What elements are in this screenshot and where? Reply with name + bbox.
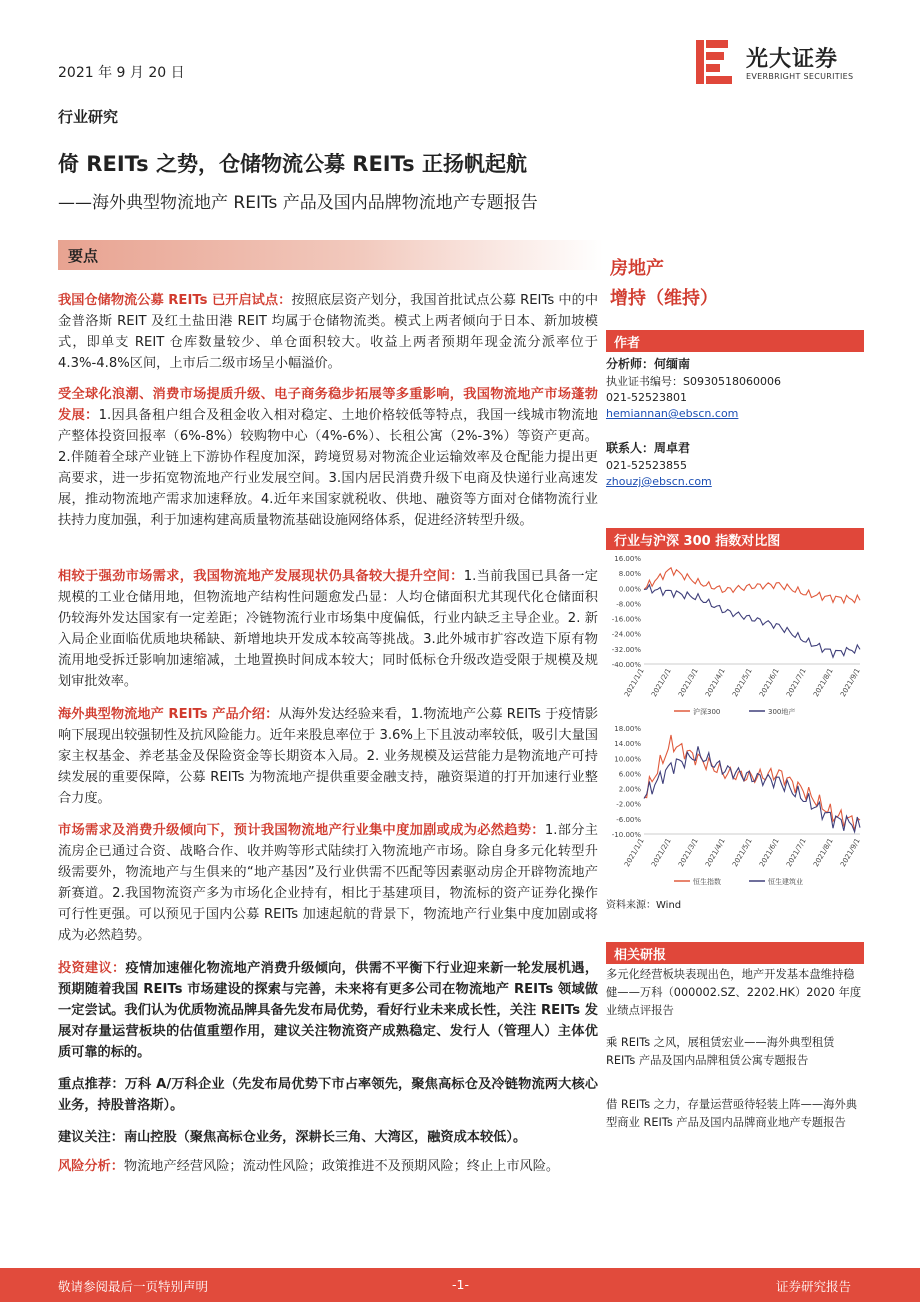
y-tick-label: 6.00%: [618, 770, 641, 779]
x-tick-label: 2021/6/1: [758, 667, 781, 699]
x-tick-label: 2021/2/1: [650, 667, 673, 699]
x-tick-label: 2021/6/1: [758, 837, 781, 869]
x-tick-label: 2021/5/1: [731, 667, 754, 699]
logo-chinese-name: 光大证券: [746, 47, 839, 72]
x-tick-label: 2021/3/1: [677, 667, 700, 699]
x-tick-label: 2021/1/1: [623, 837, 646, 869]
company-logo: [696, 40, 876, 90]
y-tick-label: -32.00%: [611, 645, 641, 654]
report-date: 2021 年 9 月 20 日: [58, 65, 185, 81]
paragraph-key-recommendation: [58, 1074, 598, 1116]
page-title: 倚 REITs 之势，仓储物流公募 REITs 正扬帆起航: [58, 152, 527, 176]
analyst-name: 分析师：何缅南: [606, 357, 691, 371]
chart-header-label: 行业与沪深 300 指数对比图: [614, 534, 781, 549]
y-tick-label: 10.00%: [614, 755, 641, 764]
y-tick-label: -10.00%: [611, 831, 641, 839]
contact-phone: 021-52523855: [606, 459, 687, 472]
paragraph-suggested-attention: [58, 1127, 598, 1148]
paragraph-lead: 重点推荐：: [58, 1077, 125, 1092]
analyst-email-link[interactable]: hemiannan@ebscn.com: [606, 407, 739, 420]
legend-label: 300地产: [768, 708, 796, 716]
paragraph-body: 物流地产经营风险；流动性风险；政策推进不及预期风险；终止上市风险。: [123, 1159, 560, 1174]
y-tick-label: 8.00%: [618, 570, 641, 579]
x-tick-label: 2021/5/1: [731, 837, 754, 869]
paragraph-body: 万科 A/万科企业（先发布局优势下市占率领先，聚焦高标仓及冷链物流两大核心业务，持股普洛斯）。: [58, 1077, 598, 1113]
legend-label: 恒生建筑业: [768, 878, 803, 886]
paragraph-body: 从海外发达经验来看，1.物流地产公募 REITs 于疫情影响下展现出较强韧性及抗风险能力。近年来股息率位于 3.6%上下且波动率较低，吸引大量国家主权基金、养老基金及保险资金等长期资本入局。2. 业务规模及运营能力是物流地产可持续发展的重要保障，公募 REITs 为物流地产提供重要金融支持，融资渠道的打开加速行业整合力度。: [58, 707, 599, 806]
y-tick-label: -8.00%: [616, 600, 641, 609]
report-category: 行业研究: [58, 108, 119, 126]
y-tick-label: 16.00%: [614, 555, 641, 563]
paragraph-lead: 海外典型物流地产 REITs 产品介绍：: [58, 707, 279, 722]
research-item[interactable]: 多元化经营板块表现出色，地产开发基本盘维持稳健——万科（000002.SZ、2202.HK）2020 年度业绩点评报告: [606, 968, 862, 1017]
paragraph-body: 1.当前我国已具备一定规模的工业仓储用地，但物流地产结构性问题愈发凸显：人均仓储面积尤其现代化仓储面积仍较海外发达国家有一定差距；冷链物流行业市场集中度偏低，行业内缺乏主导企业。2. 新入局企业面临优质地块稀缺、新增地块开发成本较高等挑战。3.此外城市扩容改造下原有物流用地受拆迁影响加速缩减，土地置换时间成本较大；同时低标仓升级改造受限于规模及规划审批效率。: [58, 569, 598, 689]
research-header-label: 相关研报: [614, 948, 667, 963]
sector-name: 房地产: [610, 258, 664, 279]
y-tick-label: -2.00%: [616, 800, 641, 809]
footer: [0, 1268, 920, 1302]
y-tick-label: 2.00%: [618, 785, 641, 794]
paragraph-lead: 市场需求及消费升级倾向下，预计我国物流地产行业集中度加剧或成为必然趋势：: [58, 823, 545, 838]
everbright-logo-icon: [696, 40, 736, 84]
paragraph-lead: 相较于强劲市场需求，我国物流地产发展现状仍具备较大提升空间：: [58, 569, 464, 584]
paragraph-body: 疫情加速催化物流地产消费升级倾向，供需不平衡下行业迎来新一轮发展机遇，预期随着我国 REITs 市场建设的探索与完善，未来将有更多公司在物流地产 REITs 领域做一定尝试。我们认为优质物流品牌具备先发布局优势，看好行业未来成长性，关注 REITs 发展对存量运营板块的估值重塑作用，建议关注物流资产成熟稳定、发行人（管理人）主体优质可靠的标的。: [58, 961, 599, 1060]
y-tick-label: -24.00%: [611, 630, 641, 639]
x-tick-label: 2021/4/1: [704, 667, 727, 699]
chart-1: [606, 552, 866, 722]
rating: 增持（维持）: [610, 288, 718, 309]
paragraph-concentration: [58, 820, 598, 946]
paragraph-risk-analysis: [58, 1156, 598, 1177]
series-line: [644, 568, 860, 603]
paragraph-body: 按照底层资产划分，我国首批试点公募 REITs 中的中金普洛斯 REIT 及红土盐田港 REIT 均属于仓储物流类。模式上两者倾向于日本、新加坡模式，即单支 REIT 仓库数量较少、单仓面积较大。收益上两者预期年现金流分派率位于 4.3%-4.8%区间，上市后二级市场呈小幅溢价。: [58, 293, 599, 371]
y-tick-label: 14.00%: [614, 740, 641, 749]
x-tick-label: 2021/9/1: [839, 837, 862, 869]
x-tick-label: 2021/7/1: [785, 667, 808, 699]
paragraph-lead: 我国仓储物流公募 REITs 已开启试点：: [58, 293, 292, 308]
x-tick-label: 2021/2/1: [650, 837, 673, 869]
y-tick-label: 0.00%: [618, 585, 641, 594]
legend-label: 沪深300: [693, 708, 721, 716]
x-tick-label: 2021/8/1: [812, 667, 835, 699]
chart-2-svg: [606, 722, 866, 892]
paragraph-body: 1.部分主流房企已通过合资、战略合作、收并购等形式陆续打入物流地产市场。除自身多元化转型升级需要外，物流地产与生俱来的“地产基因”及行业供需不匹配等因素驱动房企开辟物流地产新赛道。2.我国物流资产多为市场化企业持有，相比于基建项目，物流标的资产证券化操作可行性更强。可以预见于国内公募 REITs 加速起航的背景下，物流地产行业集中度加剧或将成为必然趋势。: [58, 823, 598, 943]
contact-name: 联系人：周卓君: [606, 441, 691, 455]
paragraph-improvement-space: [58, 566, 598, 692]
x-tick-label: 2021/1/1: [623, 667, 646, 699]
page-subtitle: ——海外典型物流地产 REITs 产品及国内品牌物流地产专题报告: [58, 193, 538, 213]
contact-email-link[interactable]: zhouzj@ebscn.com: [606, 475, 712, 488]
logo-english-name: EVERBRIGHT SECURITIES: [746, 72, 854, 81]
paragraph-investment-advice: [58, 958, 598, 1063]
page-number: -1-: [452, 1277, 469, 1292]
paragraph-lead: 投资建议：: [58, 961, 126, 976]
paragraph-lead: 受全球化浪潮、消费市场提质升级、电子商务稳步拓展等多重影响，我国物流地产市场蓬勃发展：: [58, 387, 598, 423]
y-tick-label: -40.00%: [611, 661, 641, 669]
paragraph-body: 1.因具备租户组合及租金收入相对稳定、土地价格较低等特点，我国一线城市物流地产整体投资回报率（6%-8%）较购物中心（4%-6%）、长租公寓（2%-3%）等资产更高。2.伴随着全球产业链上下游协作程度加深，跨境贸易对物流企业运输效率及仓配能力提出更高要求，进一步拓宽物流地产行业发展空间。3.国内居民消费升级下电商及快递行业高速发展，推动物流地产需求加速释放。4.近年来国家就税收、供地、融资等方面对仓储物流行业扶持力度加强，利于加速构建高质量物流基础设施网络体系，促进经济转型升级。: [58, 408, 598, 528]
paragraph-market-growth: [58, 384, 598, 531]
y-tick-label: 18.00%: [614, 725, 641, 733]
paragraph-overseas-reits: [58, 704, 598, 809]
research-item[interactable]: 乘 REITs 之风，展租赁宏业——海外典型租赁 REITs 产品及国内品牌租赁公寓专题报告: [606, 1036, 835, 1067]
x-tick-label: 2021/8/1: [812, 837, 835, 869]
y-tick-label: -16.00%: [611, 615, 641, 624]
analyst-cert: 执业证书编号：S0930518060006: [606, 375, 781, 388]
legend-label: 恒生指数: [693, 878, 721, 886]
research-header: [606, 942, 864, 964]
footer-disclaimer: 敬请参阅最后一页特别声明: [58, 1279, 209, 1294]
paragraph-body: 南山控股（聚焦高标仓业务，深耕长三角、大湾区，融资成本较低）。: [123, 1130, 527, 1145]
analyst-phone: 021-52523801: [606, 391, 687, 404]
series-line: [644, 746, 860, 832]
x-tick-label: 2021/3/1: [677, 837, 700, 869]
paragraph-lead: 建议关注：: [58, 1130, 124, 1145]
y-tick-label: -6.00%: [616, 815, 641, 824]
chart-source: 资料来源：Wind: [606, 900, 682, 911]
chart-header: [606, 528, 864, 550]
footer-report-type: 证券研究报告: [776, 1279, 852, 1294]
paragraph-pilot: [58, 290, 598, 374]
x-tick-label: 2021/7/1: [785, 837, 808, 869]
x-tick-label: 2021/4/1: [704, 837, 727, 869]
research-item[interactable]: 借 REITs 之力，存量运营亟待轻装上阵——海外典型商业 REITs 产品及国内品牌商业地产专题报告: [606, 1098, 858, 1129]
keypoints-label: 要点: [68, 247, 99, 265]
series-line: [644, 735, 860, 831]
keypoints-header: [58, 240, 603, 270]
author-header-label: 作者: [614, 336, 641, 351]
paragraph-lead: 风险分析：: [58, 1159, 124, 1174]
x-tick-label: 2021/9/1: [839, 667, 862, 699]
chart-1-svg: [606, 552, 866, 722]
author-header: [606, 330, 864, 352]
chart-2: [606, 722, 866, 892]
